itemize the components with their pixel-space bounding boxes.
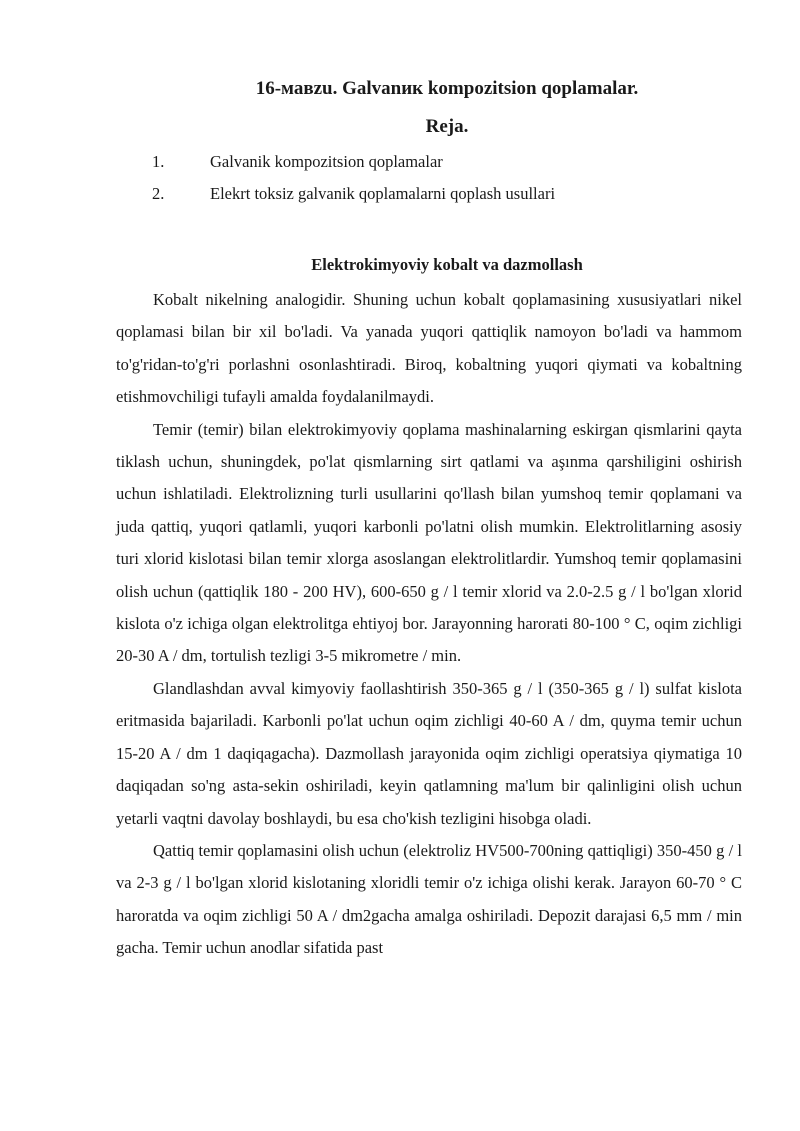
plan-title: Reja. [425,116,469,137]
section-heading: Elektrokimyoviy kobalt va dazmollash [311,255,583,274]
plan-item [0,182,800,214]
plan-item-text: Galvanik kompozitsion qoplamalar [210,152,443,171]
plan-item-number: 1. [152,152,165,171]
body-text [116,284,742,965]
paragraph: Glandlashdan avval kimyoviy faollashtirish 350-365 g / l (350-365 g / l) sulfat kislota eritmasida bajariladi. Karbonli po'lat uchun oqim zichligi 40-60 A / dm, quyma temir uchun 15-20 A / dm 1 daqiqagacha). Dazmollash jarayonida oqim zichligi operatsiya qiymatiga 10 daqiqadan so'ng asta-sekin oshiriladi, keyin qatlamning ma'lum bir qalinligini olish uchun yetarli vaqtni davolay boshlaydi, bu esa cho'kish tezligini hisobga oladi. [116,678,742,828]
plan-list [0,150,800,214]
document-title: 16-мавzu. Galvanик kompozitsion qoplamalar. [255,78,639,99]
paragraph: Qattiq temir qoplamasini olish uchun (elektroliz HV500-700ning qattiqligi) 350-450 g / l va 2-3 g / l bo'lgan xlorid kislotaning xloridli temir o'z ichiga olishi kerak. Jarayon 60-70 ° C haroratda va oqim zichligi 50 A / dm2gacha amalga oshiriladi. Depozit darajasi 6,5 mm / min gacha. Temir uchun anodlar sifatida past [116,840,742,958]
plan-item-number: 2. [152,184,165,203]
paragraph: Kobalt nikelning analogidir. Shuning uchun kobalt qoplamasining xususiyatlari nikel qoplamasi bilan bir xil bo'ladi. Va yanada yuqori qattiqlik namoyon bo'ladi va hammom to'g'ridan-to'g'ri porlashni osonlashtiradi. Biroq, kobaltning yuqori qiymati va kobaltning etishmovchiligi tufayli amalda foydalanilmaydi. [116,290,742,407]
plan-item [0,150,800,182]
paragraph: Temir (temir) bilan elektrokimyoviy qoplama mashinalarning eskirgan qismlarini qayta tiklash uchun, shuningdek, po'lat qismlarning sirt qatlami va aşınma qarshiligini oshirish uchun ishlatiladi. Elektrolizning turli usullarini qo'llash bilan yumshoq temir qoplamani va juda qattiq, yuqori qatlamli, yuqori karbonli po'latni olish mumkin. Elektrolitlarning asosiy turi xlorid kislotasi bilan temir xlorga asoslangan elektrolitlardir. Yumshoq temir qoplamasini olish uchun (qattiqlik 180 - 200 HV), 600-650 g / l temir xlorid va 2.0-2.5 g / l bo'lgan xlorid kislota o'z ichiga olgan elektrolitga ehtiyoj bor. Jarayonning harorati 80-100 ° C, oqim zichligi 20-30 A / dm, tortulish tezligi 3-5 mikrometre / min. [116,419,742,666]
plan-item-text: Elekrt toksiz galvanik qoplamalarni qoplash usullari [210,184,556,203]
